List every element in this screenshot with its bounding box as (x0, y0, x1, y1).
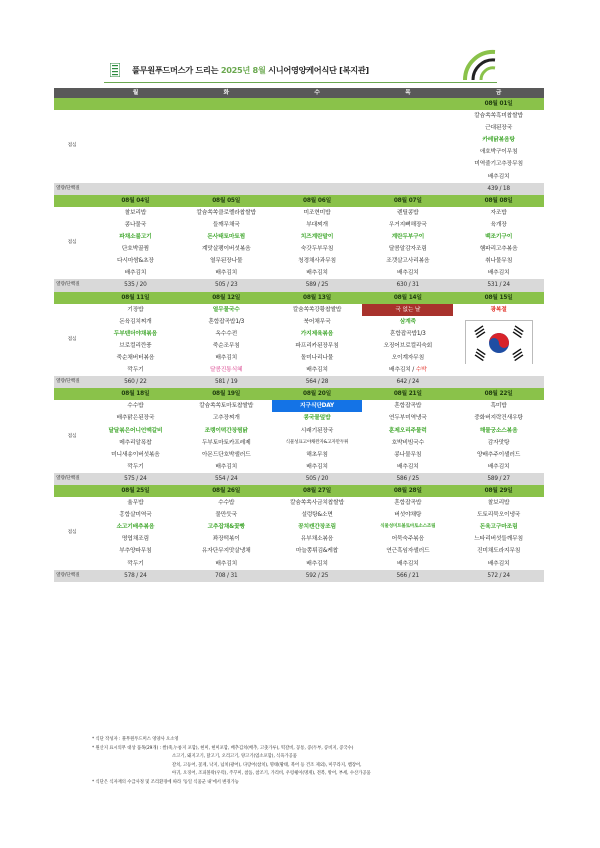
menu-cell (181, 146, 272, 158)
title-month: 2025년 8월 (220, 64, 266, 75)
menu-cell: 진미채도라지무침 (476, 548, 521, 555)
menu-cell (453, 364, 544, 376)
nutrition-cell: 589 / 27 (453, 473, 544, 485)
menu-cell: 오징어브로컬리숙회 (383, 342, 433, 349)
nutrition-cell: 439 / 18 (453, 183, 544, 195)
nutrition-cell: 554 / 24 (181, 473, 272, 485)
menu-cell: 혼합잡곡밥1/3 (389, 330, 426, 337)
date-cell (362, 98, 453, 110)
nutrition-cell: 566 / 21 (362, 570, 453, 582)
menu-cell: 도토리묵오이냉국 (476, 512, 521, 519)
menu-cell: 물만둣국 (215, 512, 237, 519)
date-cell (181, 98, 272, 110)
nutrition-cell: 560 / 22 (90, 376, 181, 388)
menu-cell: 호박비빔국수 (391, 439, 424, 446)
main-dish-cell: 두부텐더야채볶음 (113, 330, 157, 337)
menu-row (54, 521, 544, 533)
menu-cell: 설렁탕&소면 (301, 512, 333, 519)
menu-cell: 브로컬리깐풍 (119, 342, 152, 349)
menu-cell: 근대된장국 (485, 125, 513, 132)
menu-cell: 아몬드단호박샐러드 (201, 451, 251, 458)
menu-cell: 배추김치 (487, 270, 510, 277)
menu-cell: 깍두기 (127, 367, 144, 374)
menu-cell (90, 146, 181, 158)
menu-cell: 자조밥 (490, 209, 507, 216)
menu-cell: 들깨무채국 (212, 221, 240, 228)
date-cell: 08월 27일 (272, 485, 363, 497)
date-cell: 08월 18일 (90, 388, 181, 400)
note-origin: * 원산지 표시의무 대상 품목(29개) : 쌀(죽,누룽지 포함), 현미, 현미포함, 배추김치(배추, 고춧가루), 떡갈비, 꽁통, 콩(두부, 콩비지, 콩국수) (92, 745, 354, 751)
date-cell: 08월 19일 (181, 388, 272, 400)
main-dish-cell: 삼계죽 (399, 318, 416, 325)
menu-cell: 칼슘쏙쏙강황찹쌀밥 (292, 306, 342, 313)
menu-row (54, 110, 544, 122)
menu-cell: 돌미나리나물 (300, 354, 334, 361)
menu-cell: 부대찌개 (306, 221, 328, 228)
menu-cell (90, 158, 181, 170)
nutrition-row (54, 376, 544, 388)
date-cell: 08월 11일 (90, 292, 181, 304)
date-cell: 08월 12일 (181, 292, 272, 304)
meal-label: 점심 (67, 143, 77, 149)
date-cell: 08월 21일 (362, 388, 453, 400)
menu-cell: 배추김치 (487, 463, 510, 470)
nutrition-cell (181, 183, 272, 195)
nutrition-cell (272, 183, 363, 195)
main-dish-cell: 백조기구이 (485, 234, 513, 241)
nutrition-cell: 630 / 31 (362, 279, 453, 291)
menu-cell: 해초무침 (306, 451, 328, 458)
date-cell: 08월 05일 (181, 195, 272, 207)
menu-cell: 두부토마토카프레제 (201, 439, 251, 446)
korea-flag-icon (465, 320, 533, 364)
menu-row (54, 497, 544, 509)
menu-cell: 율무밥 (127, 500, 144, 507)
date-cell: 08월 25일 (90, 485, 181, 497)
menu-cell: 깍두기 (127, 560, 144, 567)
date-cell (272, 98, 363, 110)
meal-label: 점심 (67, 336, 77, 342)
date-cell: 08월 26일 (181, 485, 272, 497)
menu-cell: 배추김치 (215, 270, 237, 277)
main-dish-cell: 콩국물덮밥 (303, 415, 331, 422)
menu-cell: 계맛살팽이버섯볶음 (201, 246, 251, 253)
menu-row (54, 461, 544, 473)
nutrition-label: 열량/단백질 (54, 279, 90, 291)
menu-cell: 깍두기 (127, 463, 144, 470)
decorative-arcs-icon (461, 42, 497, 82)
menu-cell: 고추장찌개 (212, 415, 240, 422)
menu-cell (362, 110, 453, 122)
nutrition-row (54, 279, 544, 291)
menu-cell: 미니새송이버섯볶음 (111, 451, 160, 458)
menu-row (54, 425, 544, 437)
menu-cell: 메추리알폭찹 (119, 439, 152, 446)
menu-cell (181, 122, 272, 134)
nutrition-cell (453, 376, 544, 388)
menu-cell: 배추김치 / 수박 (389, 367, 427, 374)
menu-cell: 콩나물무침 (394, 451, 422, 458)
menu-row (54, 267, 544, 279)
main-dish-cell: 꽁치캔간장조림 (298, 524, 336, 531)
main-dish-cell: 소고기배추볶음 (116, 524, 155, 531)
nutrition-row (54, 473, 544, 485)
menu-cell (272, 110, 363, 122)
menu-cell: 수수밥 (127, 403, 144, 410)
main-dish-cell: 계란두부구이 (391, 234, 424, 241)
title-suffix: 시니어영양케어식단 [복지관] (265, 64, 369, 75)
main-dish-cell: 훈제오리주물럭 (388, 427, 427, 434)
menu-cell: 콩나물국 (124, 221, 147, 228)
menu-row (54, 509, 544, 521)
menu-cell: 배추김치 (396, 560, 419, 567)
menu-cell: 렌틸콩밥 (396, 209, 419, 216)
nutrition-cell: 581 / 19 (181, 376, 272, 388)
main-dish-cell: 고추잡채&꽃빵 (207, 524, 245, 531)
nutrition-cell: 586 / 25 (362, 473, 453, 485)
menu-cell: 명엽채조림 (121, 536, 149, 543)
menu-cell: 중화버지락건새우탕 (474, 415, 523, 422)
menu-cell (272, 122, 363, 134)
note-origin-cont: 소고기, 돼지고기, 닭고기, 오리고기, 양고기(염소포함), 식육가공품 (172, 754, 297, 760)
menu-cell (272, 146, 363, 158)
menu-row (54, 449, 544, 461)
title-prefix: 풀무원푸드머스가 드리는 (132, 64, 221, 75)
nutrition-row (54, 183, 544, 195)
nutrition-cell: 505 / 23 (181, 279, 272, 291)
menu-item: 배추김치 (389, 367, 411, 374)
date-cell (54, 292, 90, 304)
main-dish-cell: 돈사태토마토찜 (207, 234, 246, 241)
menu-table-wrapper (54, 88, 544, 582)
menu-cell: 배추김치 (306, 270, 328, 277)
main-dish-cell: 열무물국수 (212, 306, 240, 313)
menu-cell: 칼슘쏙쏙흑미찹쌀밥 (474, 113, 523, 120)
menu-cell (90, 171, 181, 183)
holiday-date-cell: 08월 15일 (453, 292, 544, 304)
dessert-item: 수박 (415, 367, 427, 374)
main-dish-cell: 해물궁소스볶음 (479, 427, 518, 434)
main-dish-cell: 식물성미트볼토마토소스조림 (380, 524, 436, 530)
date-cell: 08월 04일 (90, 195, 181, 207)
menu-cell: 연근흑임자샐러드 (386, 548, 430, 555)
menu-cell (90, 134, 181, 146)
menu-cell: 배추맑은된장국 (116, 415, 155, 422)
menu-cell (362, 122, 453, 134)
menu-row (54, 255, 544, 267)
nutrition-cell: 505 / 20 (272, 473, 363, 485)
nutrition-row (54, 570, 544, 582)
week1-date-row (54, 98, 544, 110)
main-dish-cell: 가지제육볶음 (300, 330, 334, 337)
menu-row (54, 533, 544, 545)
menu-cell: 흑미밥 (490, 403, 507, 410)
header-tue: 화 (181, 88, 272, 98)
menu-cell: 버섯야채탕 (394, 512, 422, 519)
menu-cell (362, 146, 453, 158)
menu-cell: 양배추주이샐러드 (476, 451, 521, 458)
menu-row (54, 364, 544, 376)
menu-cell (272, 158, 363, 170)
menu-cell: 연두부미역냉국 (388, 415, 427, 422)
menu-row (54, 316, 544, 328)
menu-cell: 찰보리밥 (487, 500, 510, 507)
nutrition-cell (90, 183, 181, 195)
menu-cell: 기장밥 (127, 306, 144, 313)
note-author: * 식단 작성자 : 풀무원푸드머스 영양사 오소영 (92, 737, 179, 742)
nutrition-cell: 572 / 24 (453, 570, 544, 582)
menu-cell: 육개장 (490, 221, 507, 228)
header-blank (54, 88, 90, 98)
menu-cell: 배추김치 (396, 270, 419, 277)
menu-cell (90, 122, 181, 134)
menu-cell: 배추김치 (215, 463, 237, 470)
menu-row (54, 558, 544, 570)
nutrition-cell: 575 / 24 (90, 473, 181, 485)
menu-cell: 다시마쌈&초장 (117, 258, 154, 265)
week4-date-row (54, 388, 544, 400)
meal-label: 점심 (67, 240, 77, 246)
nutrition-label: 열량/단백질 (54, 473, 90, 485)
note-origin-cont: 아귀, 오징어, 조피볼락(우럭), 주꾸미, 참돔, 참조기, 가리비, 우렁쉥이(멍게), 전복, 방어, 부세, 수산가공품 (172, 771, 371, 777)
title-bar (104, 58, 497, 83)
nutrition-label: 열량/단백질 (54, 376, 90, 388)
menu-cell: 혼합잡곡밥1/3 (208, 318, 245, 325)
date-cell (54, 98, 90, 110)
menu-cell: 청경채사과무침 (298, 258, 336, 265)
meal-label: 점심 (67, 433, 77, 439)
nutrition-cell: 589 / 25 (272, 279, 363, 291)
header-thu: 목 (362, 88, 453, 98)
menu-cell: 햄파리고추볶음 (479, 246, 518, 253)
menu-cell: 파프리카된장무침 (295, 342, 339, 349)
main-dish-cell: 카레닭볶음탕 (482, 137, 515, 144)
nutrition-cell: 708 / 31 (181, 570, 272, 582)
menu-cell: 배추김치 (215, 560, 237, 567)
menu-cell: 마늘쫑튀김&케찹 (295, 548, 339, 555)
menu-cell: 미역줄기고추장무침 (474, 161, 523, 168)
menu-cell: 배추김치 (396, 463, 419, 470)
menu-row (54, 219, 544, 231)
menu-cell: 죽순채버터볶음 (116, 354, 155, 361)
menu-row (54, 146, 544, 158)
header-mon: 월 (90, 88, 181, 98)
dessert-cell: 달콤진통식혜 (209, 367, 243, 374)
menu-cell: 시래기된장국 (300, 427, 334, 434)
header-wed: 수 (272, 88, 363, 98)
menu-row (54, 134, 544, 146)
menu-cell: 애호박구이무침 (479, 149, 518, 156)
nutrition-cell: 531 / 24 (453, 279, 544, 291)
no-soup-day-badge: 국 없는 날 (362, 304, 453, 316)
nutrition-cell: 564 / 28 (272, 376, 363, 388)
menu-cell: 어묵숙주볶음 (391, 536, 424, 543)
main-dish-cell: 돈육고구마조림 (479, 524, 518, 531)
menu-cell: 북어채무국 (303, 318, 331, 325)
menu-cell: 혼합잡곡밥 (394, 403, 422, 410)
date-cell: 08월 14일 (362, 292, 453, 304)
date-cell: 08월 08일 (453, 195, 544, 207)
menu-cell: 칼슘쏙쏙토마토찹쌀밥 (199, 403, 254, 410)
menu-cell: 달콤알감자조림 (388, 246, 427, 253)
menu-cell: 취나물무침 (485, 258, 513, 265)
nutrition-cell: 578 / 24 (90, 570, 181, 582)
menu-row (54, 400, 544, 412)
note-origin-cont: 갈치, 고등어, 꽃게, 낙지, 넙치(광어), 다랑어(참치), 명태(황태, 북어 등 건조 제외), 미꾸라지, 뱀장어, (172, 762, 362, 768)
menu-cell: 찰보리밥 (124, 209, 147, 216)
main-dish-cell: 조랭이떡간장찜닭 (204, 427, 248, 434)
main-dish-cell: 치즈계란말이 (300, 234, 334, 241)
menu-cell (181, 158, 272, 170)
menu-cell: 홍합살미역국 (119, 512, 152, 519)
pulmuone-logo-icon (110, 63, 120, 77)
main-dish-cell: 파채소불고기 (119, 234, 152, 241)
date-cell (54, 195, 90, 207)
nutrition-cell (362, 183, 453, 195)
menu-cell: 우거지뼈해장국 (388, 221, 427, 228)
menu-cell: 배추김치 (124, 270, 147, 277)
menu-cell: 식물성표고야채완자&고자만두튀 (285, 439, 349, 445)
menu-cell (181, 134, 272, 146)
week2-date-row (54, 195, 544, 207)
menu-cell: 칼슘쏙쏙클로렐라찹쌀밥 (196, 209, 256, 216)
date-cell: 08월 06일 (272, 195, 363, 207)
flag-cell (453, 316, 544, 364)
holiday-name: 광복절 (490, 306, 507, 313)
header-fri: 금 (453, 88, 544, 98)
menu-row (54, 243, 544, 255)
menu-cell: 유자단무지맛살냉채 (201, 548, 251, 555)
date-cell: 08월 07일 (362, 195, 453, 207)
menu-cell: 수수밥 (218, 500, 235, 507)
menu-cell: 오이계자무침 (391, 354, 424, 361)
menu-row (54, 545, 544, 557)
menu-cell (272, 134, 363, 146)
menu-row (54, 122, 544, 134)
menu-row (54, 437, 544, 449)
menu-cell: 미조현미밥 (303, 209, 331, 216)
date-cell: 08월 13일 (272, 292, 363, 304)
note-change: * 식단은 식자재의 수급사정 및 조리환경에 따라 '동일 식품군 내'에서 변경가능 (92, 779, 239, 785)
menu-cell: 꽈장떡볶이 (212, 536, 240, 543)
earth-diet-day-badge: 지구식단DAY (272, 400, 363, 412)
menu-cell (362, 158, 453, 170)
menu-cell: 혼합잡곡밥 (394, 500, 422, 507)
menu-cell (362, 171, 453, 183)
menu-cell: 조갯살고사리볶음 (386, 258, 430, 265)
menu-table (54, 88, 544, 582)
nutrition-label: 열량/단백질 (54, 570, 90, 582)
footnotes (92, 736, 552, 788)
page-title (132, 65, 369, 76)
menu-cell: 칼슘쏙쏙사금치찹쌀밥 (289, 500, 344, 507)
menu-cell: 배추김치 (487, 560, 510, 567)
nutrition-cell: 535 / 20 (90, 279, 181, 291)
meal-label: 점심 (67, 530, 77, 536)
menu-cell: 돈육김치찌개 (119, 318, 152, 325)
menu-row (54, 304, 544, 316)
menu-cell: 부추양파무침 (119, 548, 152, 555)
menu-cell: 죽순조무침 (212, 342, 240, 349)
week5-date-row (54, 485, 544, 497)
menu-cell (181, 110, 272, 122)
menu-cell: 배추김치 (306, 367, 328, 374)
menu-cell: 느타리버섯들깨무침 (474, 536, 523, 543)
menu-row (54, 207, 544, 219)
date-cell: 08월 28일 (362, 485, 453, 497)
nutrition-cell: 592 / 25 (272, 570, 363, 582)
nutrition-cell: 642 / 24 (362, 376, 453, 388)
menu-cell: 열무된장나물 (209, 258, 243, 265)
week3-date-row (54, 292, 544, 304)
menu-cell (90, 110, 181, 122)
menu-row (54, 171, 544, 183)
menu-cell (272, 171, 363, 183)
menu-cell: 유부채소볶음 (300, 536, 334, 543)
menu-row (54, 231, 544, 243)
main-dish-cell: 달달볶은어니언맥갈비 (108, 427, 163, 434)
date-cell: 08월 29일 (453, 485, 544, 497)
date-cell: 08월 01일 (453, 98, 544, 110)
menu-cell (181, 171, 272, 183)
menu-cell: 숙갓두부무침 (300, 246, 334, 253)
date-cell: 08월 20일 (272, 388, 363, 400)
menu-cell: 배추김치 (487, 173, 510, 180)
menu-row (54, 412, 544, 424)
menu-cell: 단호박꿀찜 (121, 246, 149, 253)
menu-row (54, 158, 544, 170)
date-cell (90, 98, 181, 110)
menu-cell: 옥수수전 (215, 330, 237, 337)
weekday-header-row (54, 88, 544, 98)
menu-cell: 배추김치 (306, 560, 328, 567)
menu-cell (362, 134, 453, 146)
date-cell (54, 485, 90, 497)
menu-cell: 감자맛탕 (487, 439, 510, 446)
nutrition-label: 열량/단백질 (54, 183, 90, 195)
menu-cell: 배추김치 (306, 463, 328, 470)
date-cell (54, 388, 90, 400)
date-cell: 08월 22일 (453, 388, 544, 400)
menu-cell: 배추김치 (215, 354, 237, 361)
